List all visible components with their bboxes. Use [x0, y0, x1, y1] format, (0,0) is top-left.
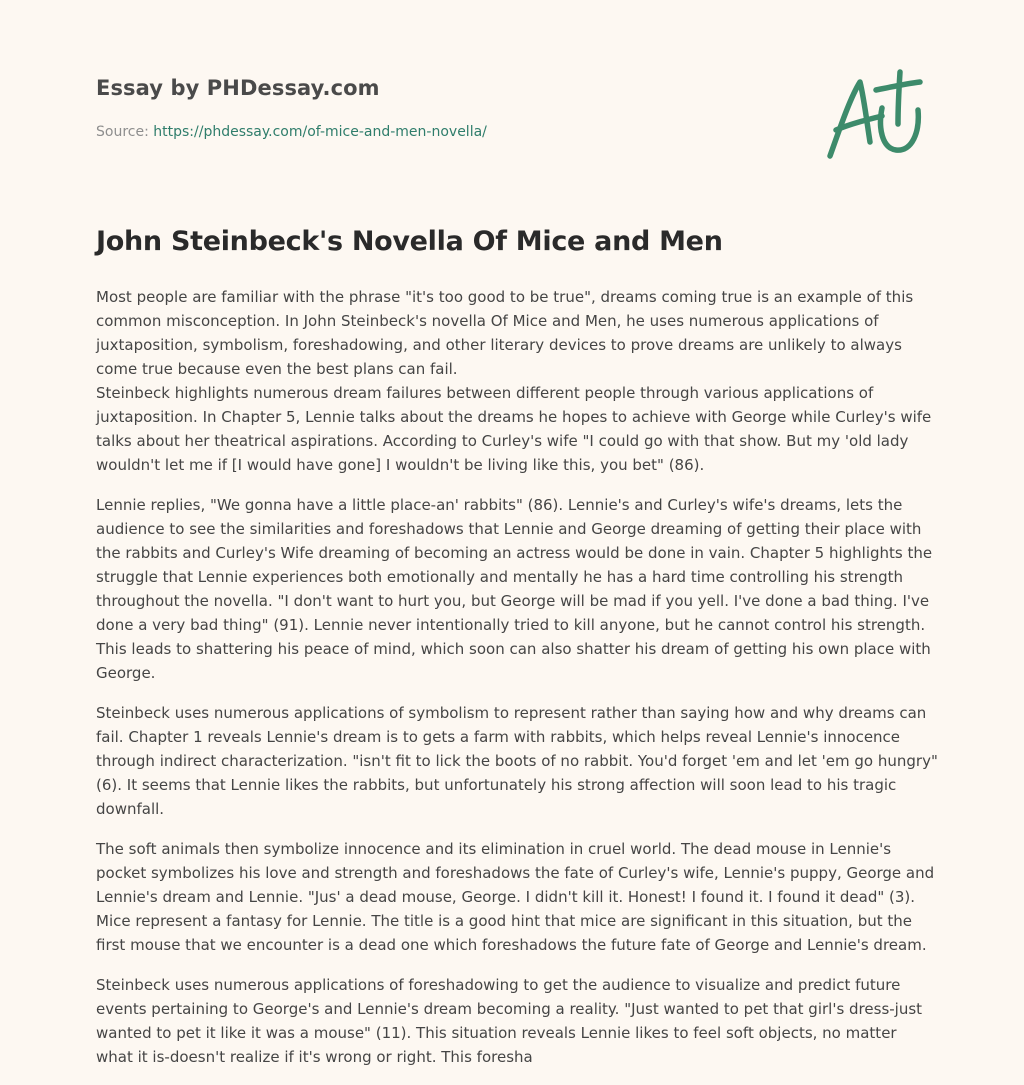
essay-paragraph: The soft animals then symbolize innocence and its elimination in cruel world. The dead mouse in Lennie's pocket symbolizes his love and strength and foreshadows the fate of Curley's wife, Lennie's puppy, George and Lennie's dream and Lennie. "Jus' a dead mouse, George. I didn't kill it. Honest! I found it. I found it dead" (3). Mice represent a fantasy for Lennie. The title is a good hint that mice are significant in this situation, but the first mouse that we encounter is a dead one which foreshadows the future fate of George and Lennie's dream. — [96, 840, 935, 954]
essay-paragraph: Lennie replies, "We gonna have a little place-an' rabbits" (86). Lennie's and Curley's wife's dreams, lets the audience to see the similarities and foreshadows that Lennie and George dreaming of getting their place with the rabbits and Curley's Wife dreaming of becoming an actress would be done in vain. Chapter 5 highlights the struggle that Lennie experiences both emotionally and mentally he has a hard time controlling his strength throughout the novella. "I don't want to hurt you, but George will be mad if you yell. I've done a bad thing. I've done a very bad thing" (91). Lennie never intentionally tried to kill anyone, but he cannot control his strength. This leads to shattering his peace of mind, which soon can also shatter his dream of getting his own place with George. — [96, 496, 933, 682]
essay-paragraph: Steinbeck uses numerous applications of foreshadowing to get the audience to visualize and predict future events pertaining to George's and Lennie's dream becoming a reality. "Just wanted to pet that girl's dress-just wanted to pet it like it was a mouse" (11). This situation reveals Lennie likes to feel soft objects, no matter what it is-doesn't realize if it's wrong or right. This foresha — [96, 976, 923, 1066]
essay-paragraph: Steinbeck uses numerous applications of symbolism to represent rather than saying how and why dreams can fail. Chapter 1 reveals Lennie's dream is to gets a farm with rabbits, which helps reveal Lennie's innocence through indirect characterization. "isn't fit to lick the boots of no rabbit. You'd forget 'em and let 'em go hungry" (6). It seems that Lennie likes the rabbits, but unfortunately his strong affection will soon lead to his tragic downfall. — [96, 704, 938, 818]
source-link[interactable]: https://phdessay.com/of-mice-and-men-novella/ — [153, 124, 487, 140]
source-label: Source: — [96, 124, 149, 140]
essay-body — [96, 285, 938, 1085]
source-line — [96, 124, 487, 140]
essay-title: John Steinbeck's Novella Of Mice and Men — [96, 226, 723, 257]
essay-paragraph: Most people are familiar with the phrase "it's too good to be true", dreams coming true is an example of this common misconception. In John Steinbeck's novella Of Mice and Men, he uses numerous applications of juxtaposition, symbolism, foreshadowing, and other literary devices to prove dreams are unlikely to always come true because even the best plans can fail. — [96, 288, 914, 378]
a-plus-grade-icon — [820, 68, 930, 164]
site-title: Essay by PHDessay.com — [96, 76, 380, 100]
essay-paragraph: Steinbeck highlights numerous dream failures between different people through various applications of juxtaposition. In Chapter 5, Lennie talks about the dreams he hopes to achieve with George while Curley's wife talks about her theatrical aspirations. According to Curley's wife "I could go with that show. But my 'old lady wouldn't let me if [I would have gone] I wouldn't be living like this, you bet" (86). — [96, 384, 932, 474]
